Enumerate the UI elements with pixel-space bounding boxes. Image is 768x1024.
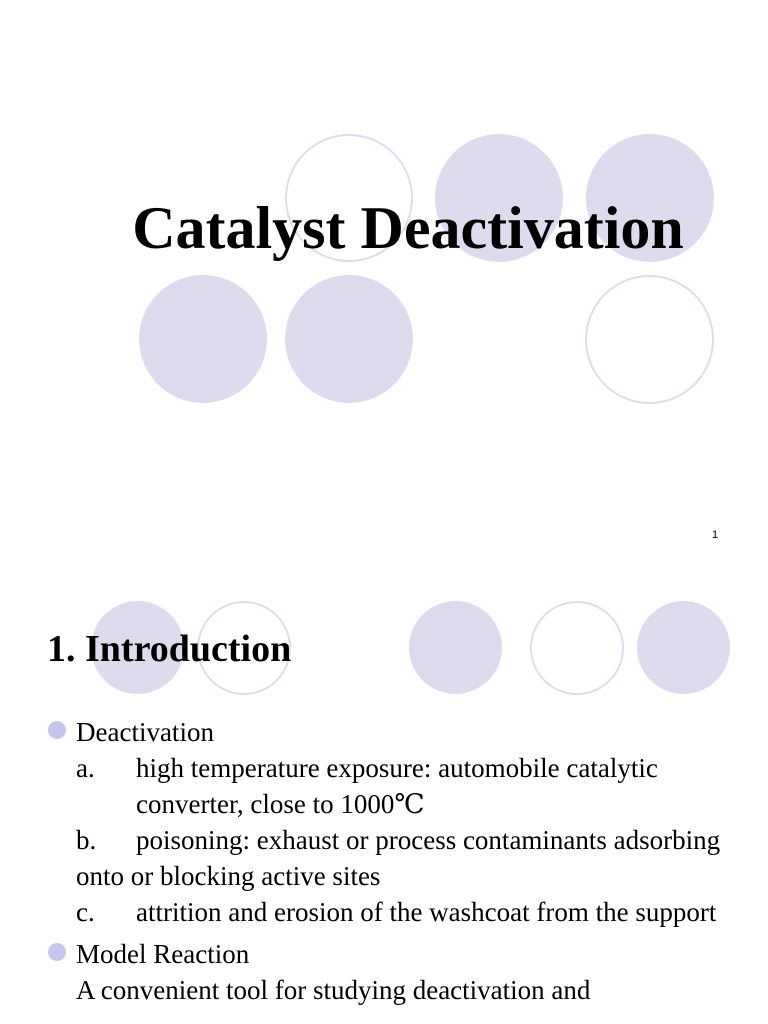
slide-title-text: Catalyst Deactivation: [132, 195, 684, 261]
decorative-circle: [285, 275, 413, 403]
decorative-circle: [139, 275, 267, 403]
sub-item-text: attrition and erosion of the washcoat from the support: [136, 897, 717, 927]
bullet-icon: [48, 721, 66, 739]
bullet-label: Deactivation: [76, 717, 214, 747]
sub-item-text: poisoning: exhaust or process contaminants adsorbing onto or blocking active sites: [76, 825, 721, 891]
decorative-circle: [585, 275, 714, 404]
slide-body: [48, 714, 748, 1008]
slide-introduction: [0, 576, 768, 1024]
bullet-icon: [48, 943, 66, 961]
sub-item: [48, 822, 748, 894]
bullet-label: Model Reaction: [76, 939, 250, 969]
decorative-circle: [409, 601, 502, 694]
slide-heading: 1. Introduction: [47, 628, 292, 670]
sub-item: [48, 750, 748, 822]
bullet-item: [48, 936, 748, 972]
sub-item-text: high temperature exposure: automobile catalytic converter, close to 1000℃: [136, 753, 658, 819]
bullet-continuation-text: A convenient tool for studying deactivation and: [76, 975, 591, 1005]
decorative-circle: [637, 601, 730, 694]
sub-item-marker: b.: [76, 825, 97, 855]
bullet-item: [48, 714, 748, 750]
page-number: 1: [712, 529, 719, 541]
sub-item-marker: a.: [76, 753, 95, 783]
sub-item: [48, 894, 748, 930]
decorative-circle: [530, 601, 624, 695]
bullet-continuation: [48, 972, 748, 1008]
sub-item-marker: c.: [76, 897, 95, 927]
